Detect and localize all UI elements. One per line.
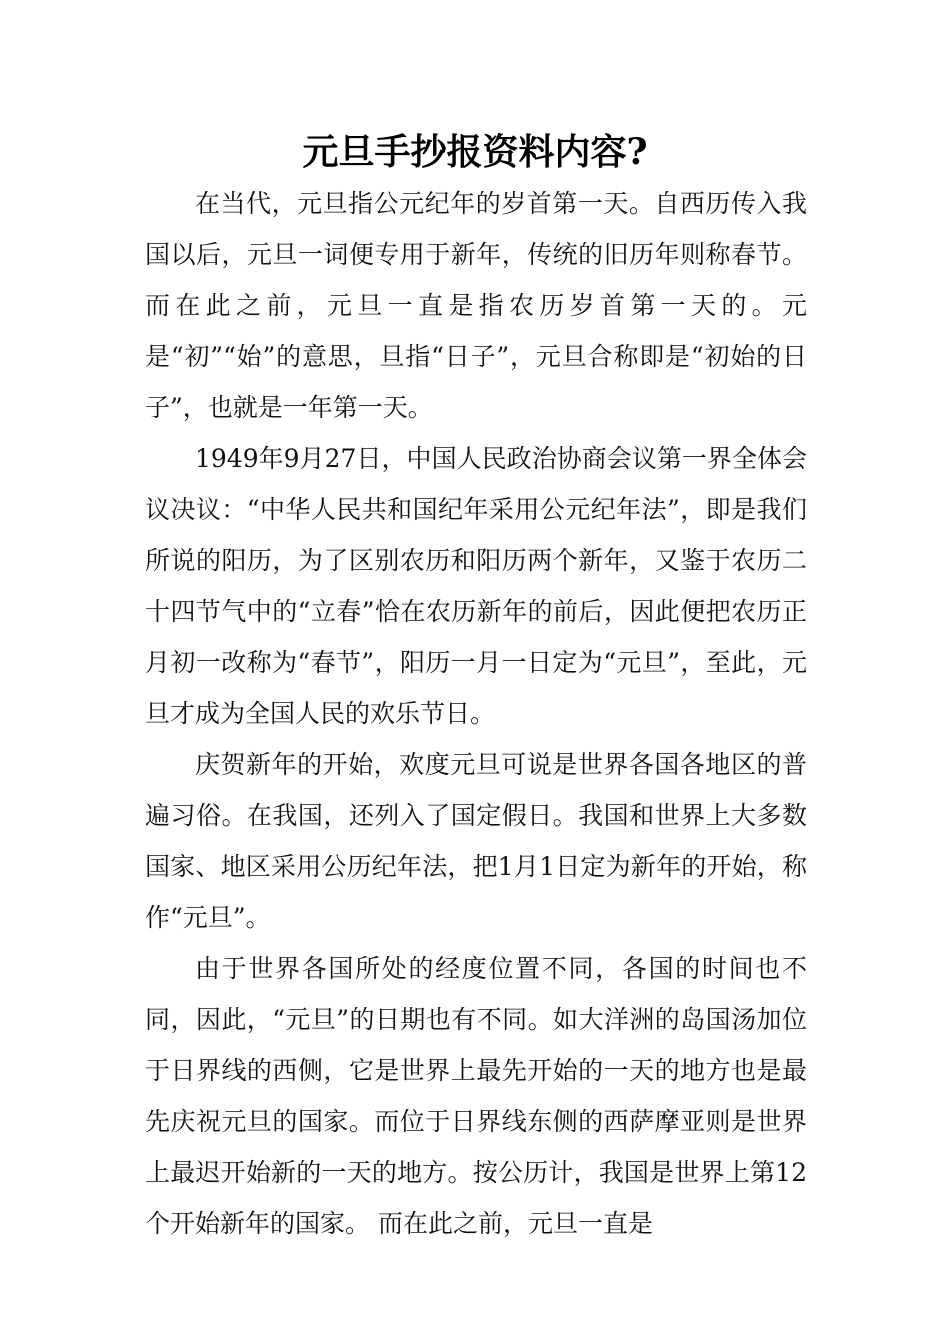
- paragraph-3: 庆贺新年的开始，欢度元旦可说是世界各国各地区的普遍习俗。在我国，还列入了国定假日。我国和世界上大多数国家、地区采用公历纪年法，把1月1日定为新年的开始，称作“元旦”。: [145, 750, 807, 932]
- paragraph-2: 1949年9月27日，中国人民政治协商会议第一界全体会议决议：“中华人民共和国纪年采用公元纪年法”，即是我们所说的阳历，为了区别农历和阳历两个新年，又鉴于农历二十四节气中的“立春”恰在农历新年的前后，因此便把农历正月初一改称为“春节”，阳历一月一日定为“元旦”，至此，元旦才成为全国人民的欢乐节日。: [145, 444, 807, 728]
- document-title: 元旦手抄报资料内容?: [302, 131, 648, 173]
- paragraph-4: 由于世界各国所处的经度位置不同，各国的时间也不同，因此，“元旦”的日期也有不同。如大洋洲的岛国汤加位于日界线的西侧，它是世界上最先开始的一天的地方也是最先庆祝元旦的国家。而位于日界线东侧的西萨摩亚则是世界上最迟开始新的一天的地方。按公历计，我国是世界上第12个开始新年的国家。 而在此之前，元旦一直是: [145, 954, 807, 1238]
- paragraph-1: 在当代，元旦指公元纪年的岁首第一天。自西历传入我国以后，元旦一词便专用于新年，传统的旧历年则称春节。而在此之前，元旦一直是指农历岁首第一天的。元是“初”“始”的意思，旦指“日子”，元旦合称即是“初始的日子”，也就是一年第一天。: [145, 189, 807, 422]
- document-body: [145, 178, 807, 1249]
